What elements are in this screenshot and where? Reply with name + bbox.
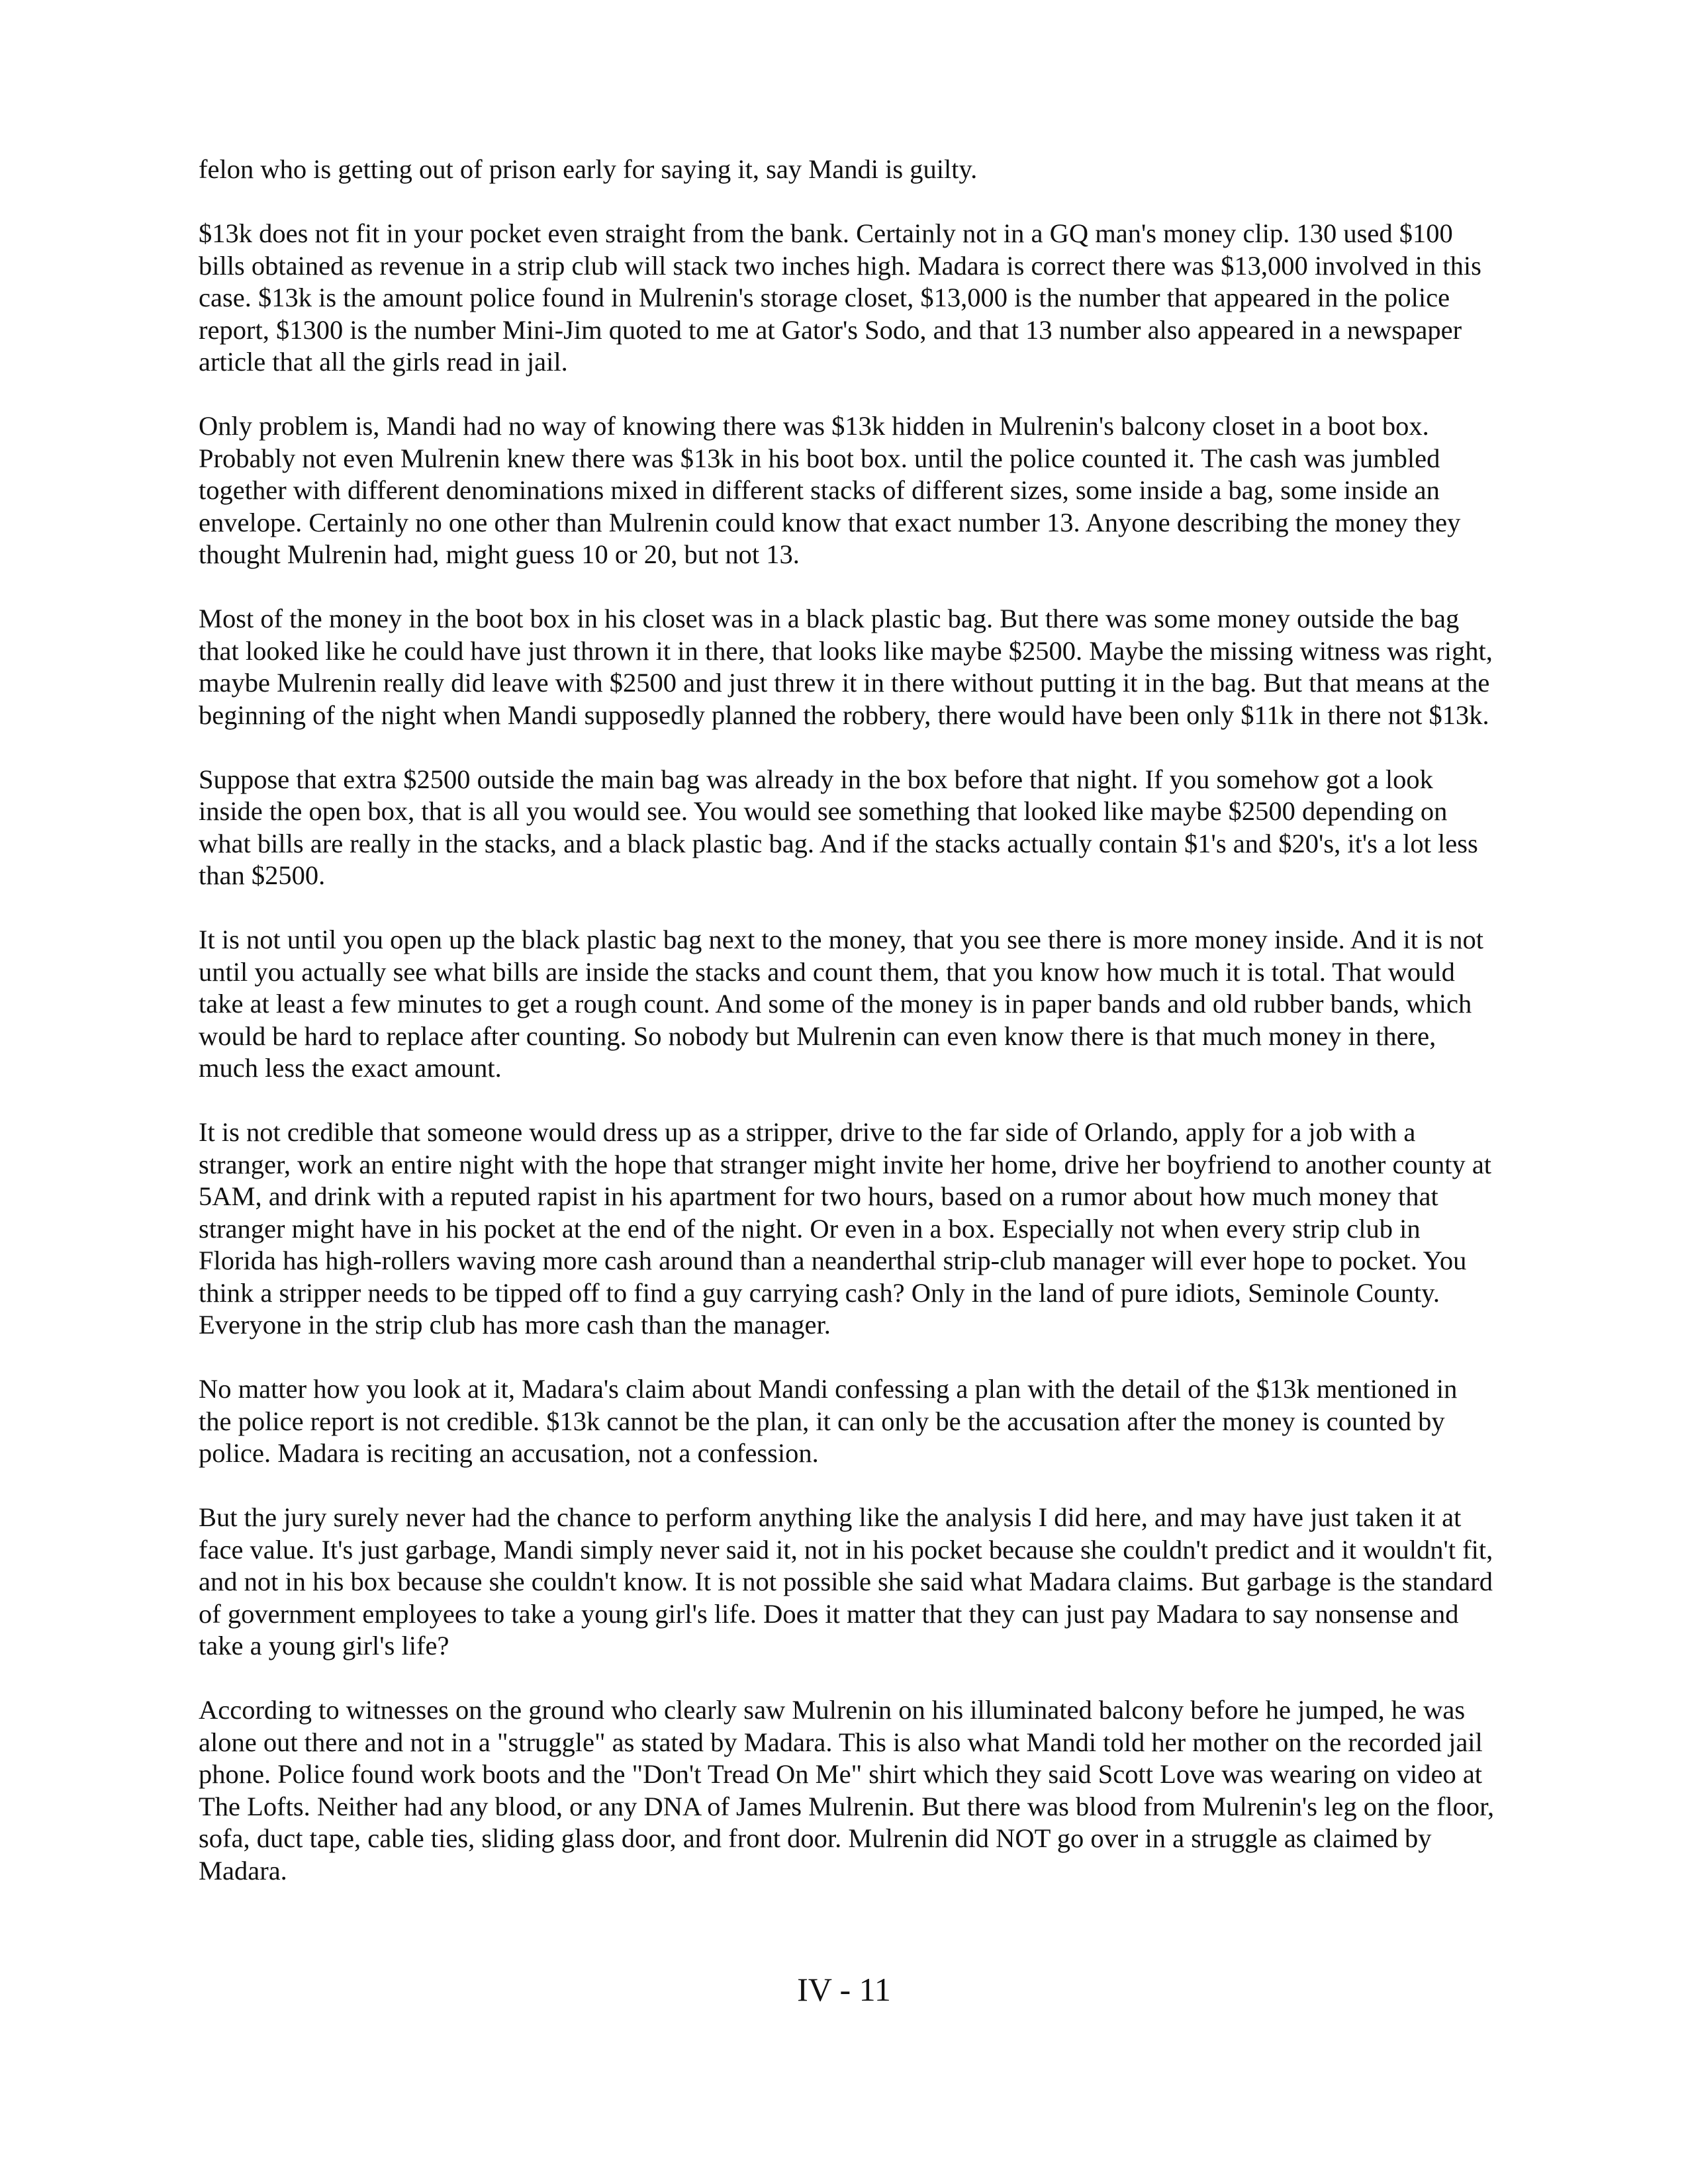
paragraph-8: No matter how you look at it, Madara's claim about Mandi confessing a plan with the detail of the $13k mentioned in the police report is not credible. $13k cannot be the plan, it can only be the accusation after the money is counted by police. Madara is reciting an accusation, not a confession.: [199, 1374, 1458, 1468]
paragraph-6: It is not until you open up the black plastic bag next to the money, that you see there is more money inside. And it is not until you actually see what bills are inside the stacks and count them, that you know how much it is total. That would take at least a few minutes to get a rough count. And some of the money is in paper bands and old rubber bands, which would be hard to replace after counting. So nobody but Mulrenin can even know there is that much money in there, much less the exact amount.: [199, 925, 1484, 1083]
paragraph-2: $13k does not fit in your pocket even straight from the bank. Certainly not in a GQ man's money clip. 130 used $100 bills obtained as revenue in a strip club will stack two inches high. Madara is correct there was $13,000 involved in this case. $13k is the amount police found in Mulrenin's storage closet, $13,000 is the number that appeared in the police report, $1300 is the number Mini-Jim quoted to me at Gator's Sodo, and that 13 number also appeared in a newspaper article that all the girls read in jail.: [199, 218, 1481, 377]
page-number: IV - 11: [797, 1971, 891, 2008]
paragraph-5: Suppose that extra $2500 outside the main bag was already in the box before that night. If you somehow got a look inside the open box, that is all you would see. You would see something that looked like maybe $2500 depending on what bills are really in the stacks, and a black plastic bag. And if the stacks actually contain $1's and $20's, it's a lot less than $2500.: [199, 764, 1478, 890]
paragraph-3: Only problem is, Mandi had no way of knowing there was $13k hidden in Mulrenin's balcony closet in a boot box. Probably not even Mulrenin knew there was $13k in his boot box. until the police counted it. The cash was jumbled together with different denominations mixed in different stacks of different sizes, some inside a bag, some inside an envelope. Certainly no one other than Mulrenin could know that exact number 13. Anyone describing the money they thought Mulrenin had, might guess 10 or 20, but not 13.: [199, 411, 1461, 569]
paragraph-9: But the jury surely never had the chance to perform anything like the analysis I did here, and may have just taken it at face value. It's just garbage, Mandi simply never said it, not in his pocket because she couldn't predict and it wouldn't fit, and not in his box because she couldn't know. It is not possible she said what Madara claims. But garbage is the standard of government employees to take a young girl's life. Does it matter that they can just pay Madara to say nonsense and take a young girl's life?: [199, 1502, 1493, 1661]
paragraph-4: Most of the money in the boot box in his closet was in a black plastic bag. But there was some money outside the bag that looked like he could have just thrown it in there, that looks like maybe $2500. Maybe the missing witness was right, maybe Mulrenin really did leave with $2500 and just threw it in there without putting it in the bag. But that means at the beginning of the night when Mandi supposedly planned the robbery, there would have been only $11k in there not $13k.: [199, 604, 1493, 730]
paragraph-7: It is not credible that someone would dress up as a stripper, drive to the far side of Orlando, apply for a job with a stranger, work an entire night with the hope that stranger might invite her home, drive her boyfriend to another county at 5AM, and drink with a reputed rapist in his apartment for two hours, based on a rumor about how much money that stranger might have in his pocket at the end of the night. Or even in a box. Especially not when every strip club in Florida has high-rollers waving more cash around than a neanderthal strip-club manager will ever hope to pocket. You think a stripper needs to be tipped off to find a guy carrying cash? Only in the land of pure idiots, Seminole County. Everyone in the strip club has more cash than the manager.: [199, 1117, 1492, 1340]
paragraph-10: According to witnesses on the ground who clearly saw Mulrenin on his illuminated balcony before he jumped, he was alone out there and not in a "struggle" as stated by Madara. This is also what Mandi told her mother on the recorded jail phone. Police found work boots and the "Don't Tread On Me" shirt which they said Scott Love was wearing on video at The Lofts. Neither had any blood, or any DNA of James Mulrenin. But there was blood from Mulrenin's leg on the floor, sofa, duct tape, cable ties, sliding glass door, and front door. Mulrenin did NOT go over in a struggle as claimed by Madara.: [199, 1695, 1495, 1886]
paragraph-1: felon who is getting out of prison early for saying it, say Mandi is guilty.: [199, 154, 978, 184]
body-text: [199, 154, 1496, 1887]
